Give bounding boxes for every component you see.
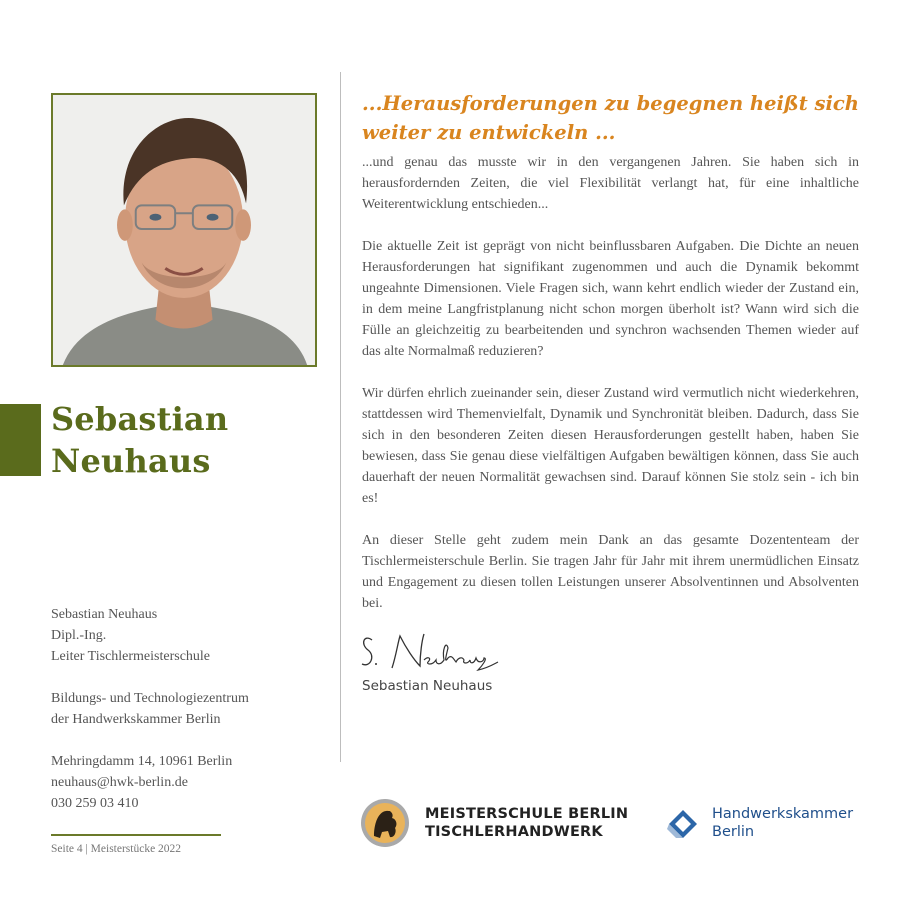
column-divider [340,72,341,762]
meisterschule-logo-text [425,805,628,841]
name-line-1: Sebastian [51,400,229,438]
person-name-heading [51,398,228,482]
contact-email[interactable]: neuhaus@hwk-berlin.de [51,775,188,790]
meisterschule-line-2: TISCHLERHANDWERK [425,824,603,840]
paragraph: Wir dürfen ehrlich zueinander sein, dieser Zustand wird vermutlich nicht wiederkehren, stattdessen wird Themenvielfalt, Dynamik und Synchronität bleiben. Dadurch, dass Sie sich in den besonderen Zeiten diesen Herausforderungen gestellt haben, haben Sie bewiesen, dass Sie genau diese vielfältigen Aufgaben bewältigen können, dass Sie auch dauerhaft der neuen Normalität gewachsen sind. Darauf können Sie stolz sein - ich bin es! [362,386,859,506]
headline-line-2: weiter zu entwickeln ... [362,121,616,144]
contact-phone[interactable]: 030 259 03 410 [51,796,139,811]
name-line-2: Neuhaus [51,442,211,480]
handwritten-signature [358,628,508,674]
portrait-photo [51,93,317,367]
paragraph: ...und genau das musste wir in den vergangenen Jahren. Sie haben sich in herausfordernden Zeiten, die viel Flexibilität verlangt hat, für eine inhaltliche Weiterentwicklung entschieden... [362,155,859,212]
hwk-logo-text [712,805,853,841]
hwk-line-1: Handwerkskammer [712,806,854,822]
paragraph: An dieser Stelle geht zudem mein Dank an das gesamte Dozententeam der Tischlermeisterschule Berlin. Sie tragen Jahr für Jahr mit ihrem unermüdlichen Einsatz und Engagement zu diesen tollen Leistungen unserer Absolventinnen und Absolventen bei. [362,533,859,611]
meisterschule-line-1: MEISTERSCHULE BERLIN [425,806,629,822]
accent-bar [0,404,41,476]
footer-rule [51,834,221,836]
page-footer: Seite 4 | Meisterstücke 2022 [51,843,182,855]
article-body [362,152,859,635]
contact-role: Leiter Tischlermeisterschule [51,649,211,664]
portrait-image [53,95,315,365]
contact-address: Mehringdamm 14, 10961 Berlin [51,754,233,769]
meisterschule-bear-logo-icon [360,798,410,848]
contact-org-line-2: der Handwerkskammer Berlin [51,712,221,727]
contact-degree: Dipl.-Ing. [51,628,107,643]
contact-org-line-1: Bildungs- und Technologiezentrum [51,691,249,706]
article-headline [362,89,862,147]
contact-name: Sebastian Neuhaus [51,607,158,622]
hwk-line-2: Berlin [712,824,755,840]
hwk-logo-icon [667,808,699,840]
paragraph: Die aktuelle Zeit ist geprägt von nicht beinflussbaren Aufgaben. Die Dichte an neuen Herausforderungen hat signifikant zugenommen und auch die Dynamik bekommt ungeahnte Dimensionen. Viele Fragen sich, wann kehrt endlich wieder der Zustand ein, in dem meine Langfristplanung nicht schon morgen überholt ist? Wann wird sich die Fülle an gleichzeitig zu bearbeitenden und synchron wachsenden Themen wieder auf das alte Normalmaß reduzieren? [362,239,859,359]
headline-line-1: ...Herausforderungen zu begegnen heißt sich [362,92,859,115]
contact-block [51,604,331,814]
signature-name: Sebastian Neuhaus [362,678,493,694]
